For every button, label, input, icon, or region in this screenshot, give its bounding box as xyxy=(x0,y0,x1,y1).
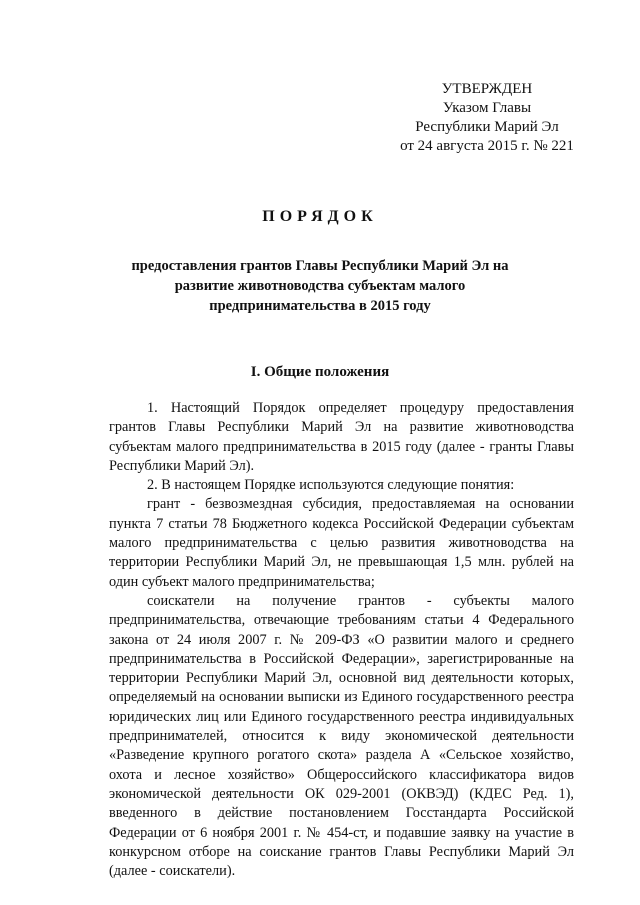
approval-line-3: Республики Марий Эл xyxy=(415,119,559,135)
paragraph: соискатели на получение грантов - субъекты малого предпринимательства, отвечающие требованиям статьи 4 Федерального закона от 24 июля 2007 г. № 209-ФЗ «О развитии малого и среднего предпринимательства в Российской Федерации», зарегистрированные на территории Республики Марий Эл, основной вид деятельности которых, определяемый на основании выписки из Единого государственного реестра юридических лиц или Единого государственного реестра индивидуальных предпринимателей, относится к виду экономической деятельности «Разведение крупного рогатого скота» раздела А «Сельское хозяйство, охота и лесное хозяйство» Общероссийского классификатора видов экономической деятельности ОК 029-2001 (ОКВЭД) (КДЕС Ред. 1), введенного в действие постановлением Госстандарта Российской Федерации от 6 ноября 2001 г. № 454-ст, и подавшие заявку на участие в конкурсном отборе на соискание грантов Главы Республики Марий Эл (далее - соискатели). xyxy=(109,592,574,880)
approval-line-1: УТВЕРЖДЕН xyxy=(441,81,533,97)
document-subtitle: предоставления грантов Главы Республики Марий Эл на развитие животноводства субъектам малого предпринимательства в 2015 году xyxy=(131,258,509,314)
document-title: ПОРЯДОК xyxy=(262,208,378,225)
paragraph: 2. В настоящем Порядке используются следующие понятия: xyxy=(147,477,515,494)
paragraph: грант - безвозмездная субсидия, предоставляемая на основании пункта 7 статьи 78 Бюджетного кодекса Российской Федерации субъектам малого предпринимательства с целью развития животноводства на территории Республики Марий Эл, не превышающая 1,5 млн. рублей на один субъект малого предпринимательства; xyxy=(109,496,574,590)
paragraph: 1. Настоящий Порядок определяет процедуру предоставления грантов Главы Республики Марий Эл на развитие животноводства субъектам малого предпринимательства в 2015 году (далее - гранты Главы Республики Марий Эл). xyxy=(109,400,574,474)
section-heading: I. Общие положения xyxy=(250,364,390,380)
document-body xyxy=(109,399,574,881)
approval-line-2: Указом Главы xyxy=(442,100,532,116)
approval-stamp xyxy=(392,80,582,156)
approval-line-4: от 24 августа 2015 г. № 221 xyxy=(400,138,574,154)
